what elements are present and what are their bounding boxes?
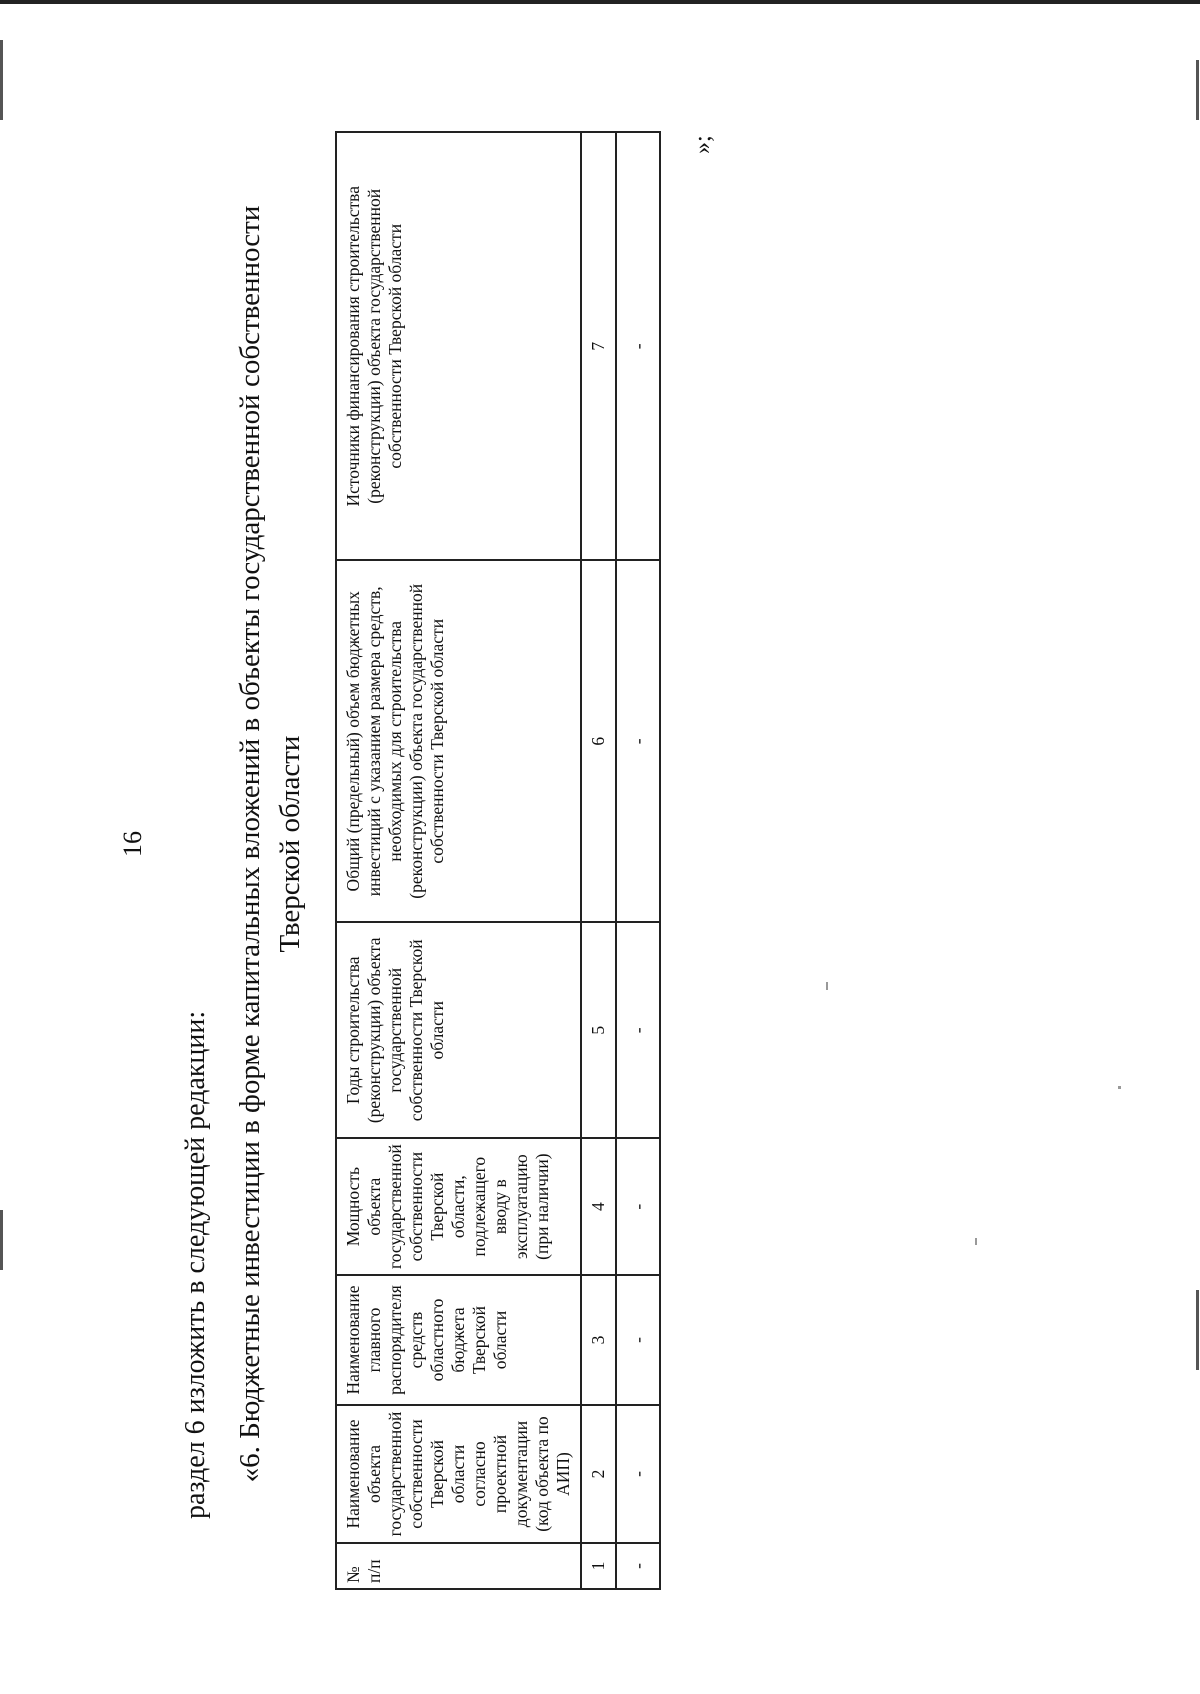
scan-speck: [1118, 1086, 1121, 1089]
header-cell-capacity: Мощность объекта государственной собственности Тверской области, подлежащего вводу в эксплуатацию (при наличии): [336, 1138, 581, 1275]
investments-table: [335, 131, 661, 1590]
section-heading-line2: Тверской области: [274, 735, 306, 953]
table-cell: -: [616, 1275, 660, 1405]
header-cell-number: № п/п: [336, 1543, 581, 1589]
page-number: 16: [118, 831, 147, 857]
scan-speck: [975, 1238, 977, 1245]
section-heading: [230, 154, 310, 1534]
column-number-cell: 6: [581, 560, 616, 922]
table-cell: -: [616, 1138, 660, 1275]
header-cell-financing-sources: Источники финансирования строительства (реконструкции) объекта государственной собственности Тверской области: [336, 132, 581, 560]
column-number-cell: 4: [581, 1138, 616, 1275]
table-cell: -: [616, 1543, 660, 1589]
header-cell-construction-years: Годы строительства (реконструкции) объекта государственной собственности Тверской области: [336, 922, 581, 1138]
closing-quote-mark: »;: [690, 135, 716, 154]
column-number-cell: 1: [581, 1543, 616, 1589]
intro-text: раздел 6 изложить в следующей редакции:: [180, 1010, 211, 1519]
table-cell: -: [616, 922, 660, 1138]
table-row: [616, 132, 660, 1589]
column-number-cell: 5: [581, 922, 616, 1138]
table-cell: -: [616, 560, 660, 922]
column-number-cell: 2: [581, 1405, 616, 1543]
header-cell-main-manager: Наименование главного распорядителя средств областного бюджета Тверской области: [336, 1275, 581, 1405]
column-number-cell: 3: [581, 1275, 616, 1405]
column-number-cell: 7: [581, 132, 616, 560]
table-cell: -: [616, 1405, 660, 1543]
table-cell: -: [616, 132, 660, 560]
scan-speck: [826, 982, 828, 990]
header-cell-investment-volume: Общий (предельный) объем бюджетных инвестиций с указанием размера средств, необходимых для строительства (реконструкции) объекта государственной собственности Тверской области: [336, 560, 581, 922]
section-heading-line1: «6. Бюджетные инвестиции в форме капитальных вложений в объекты государственной собственности: [234, 205, 266, 1483]
table-header-row: [336, 132, 581, 1589]
table-column-number-row: [581, 132, 616, 1589]
header-cell-object-name: Наименование объекта государственной собственности Тверской области согласно проектной документации (код объекта по АИП): [336, 1405, 581, 1543]
